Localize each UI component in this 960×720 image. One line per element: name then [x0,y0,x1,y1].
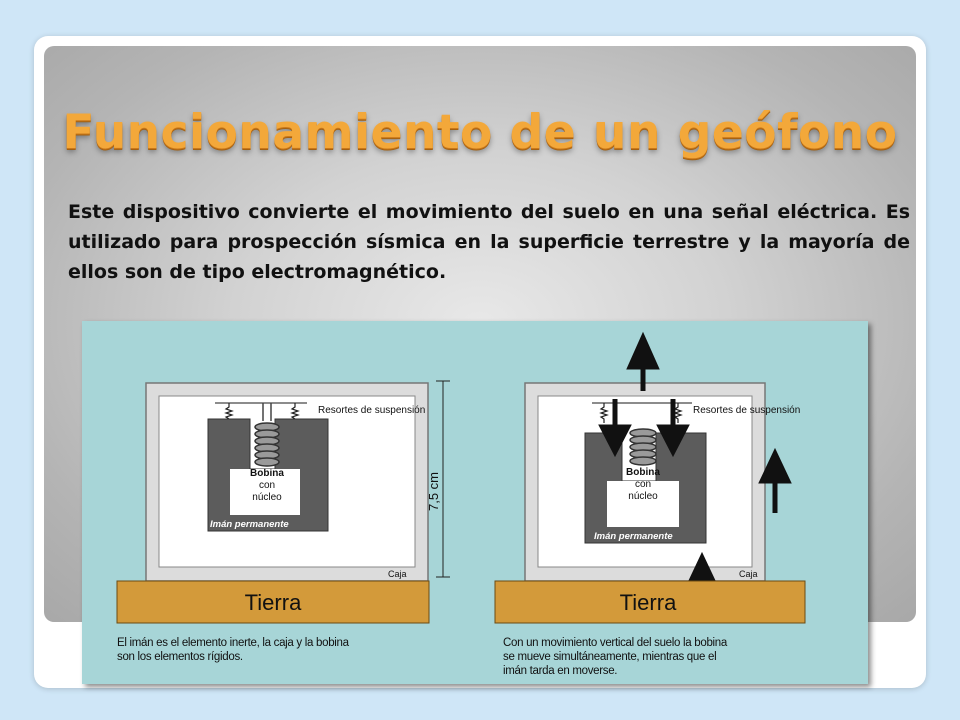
geophone-diagram-svg [82,321,868,684]
slide-description: Este dispositivo convierte el movimiento del suelo en una señal eléctrica. Es utilizado para prospección sísmica en la superficie terrestre y la mayoría de ellos son de tipo electromagnético. [68,201,910,283]
right-coil [630,429,656,465]
left-dimension-label: 7,5 cm [426,471,441,511]
left-ground-label: Tierra [244,590,302,615]
left-springs-label: Resortes de suspensión [318,405,426,416]
left-caption [117,636,437,664]
left-magnet-label: Imán permanente [210,519,289,530]
right-coil-label-2: con [634,479,652,490]
right-caption-line-3: imán tarda en moverse. [503,665,618,677]
right-geophone [495,333,805,623]
right-magnet-label: Imán permanente [594,531,673,542]
left-geophone [117,381,450,623]
left-box-label: Caja [388,569,407,579]
right-coil-label-3: núcleo [628,491,658,502]
slide-title: Funcionamiento de un geófono [62,105,898,160]
left-coil [255,423,279,466]
right-box-label: Caja [739,569,758,579]
right-caption [503,636,833,678]
left-coil-label-3: núcleo [252,492,282,503]
left-caption-line-1: El imán es el elemento inerte, la caja y la bobina [117,637,349,649]
left-coil-label-2: con [258,480,276,491]
left-caption-line-2: son los elementos rígidos. [117,651,243,663]
right-caption-line-1: Con un movimiento vertical del suelo la bobina [503,637,728,649]
geophone-diagram [82,321,868,684]
right-caption-line-2: se mueve simultáneamente, mientras que el [503,651,717,663]
right-springs-label: Resortes de suspensión [693,405,801,416]
left-coil-label-1: Bobina [250,468,284,479]
right-coil-label-1: Bobina [626,467,660,478]
right-ground-label: Tierra [619,590,677,615]
